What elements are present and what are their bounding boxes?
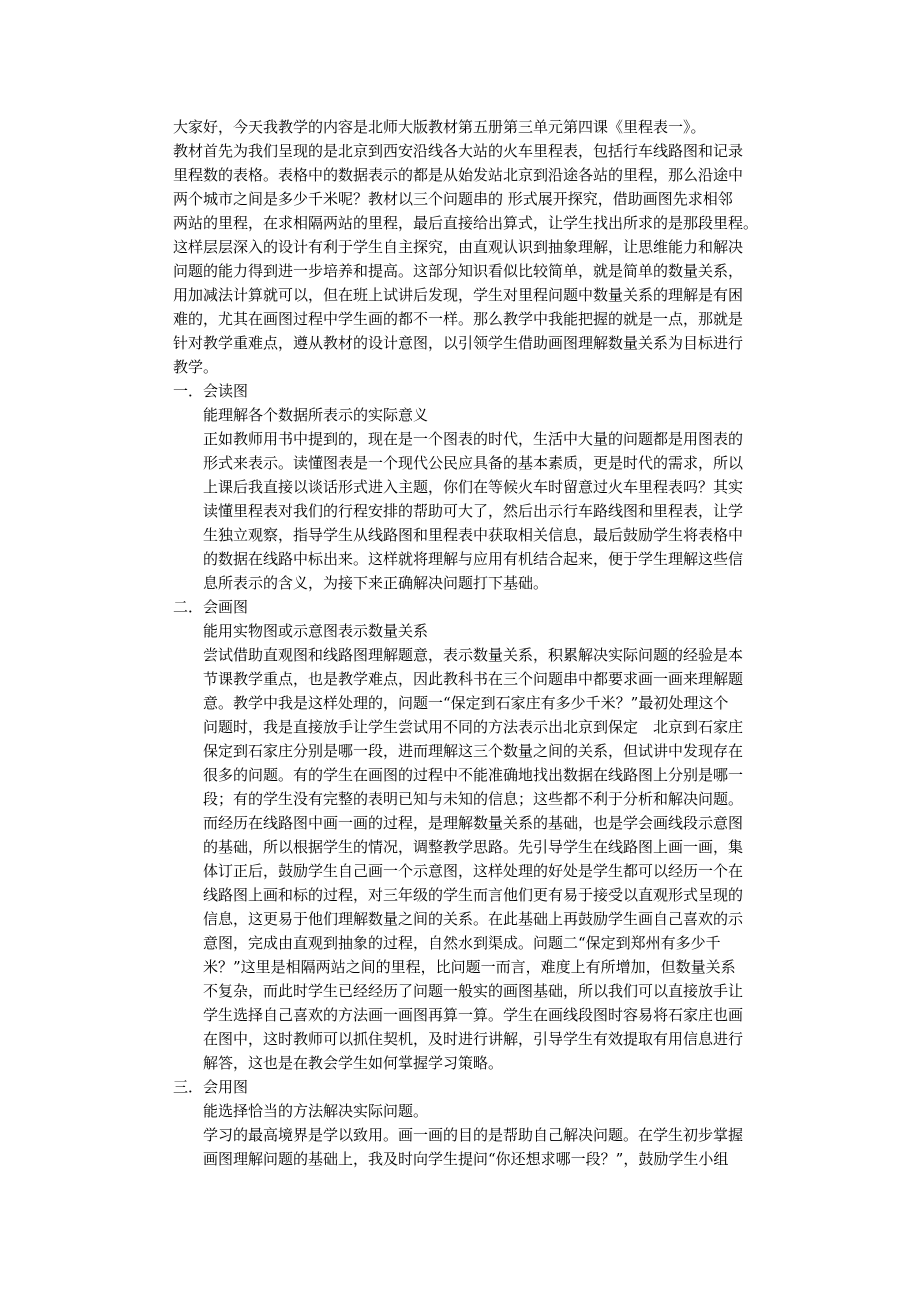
section-body-line: 体订正后，鼓励学生自己画一个示意图，这样处理的好处是学生都可以经历一个在: [203, 862, 744, 880]
intro-line: 大家好，今天我教学的内容是北师大版教材第五册第三单元第四课《里程表一》。: [173, 118, 706, 136]
body-line: 针对教学重难点，遵从教材的设计意图，以引领学生借助画图理解数量关系为目标进行: [173, 334, 744, 352]
body-line: 用加减法计算就可以，但在班上试讲后发现，学生对里程问题中数量关系的理解是有困: [173, 286, 744, 304]
body-line: 两站的里程，在求相隔两站的里程，最后直接给出算式，让学生找出所求的是那段里程。: [173, 214, 759, 232]
section-heading-1: 一．会读图: [173, 382, 249, 400]
section-body-line: 上课后我直接以谈话形式进入主题，你们在等候火车时留意过火车里程表吗？其实: [203, 478, 744, 496]
body-line: 两个城市之间是多少千米呢？教材以三个问题串的 形式展开探究，借助画图先求相邻: [173, 190, 733, 208]
body-line: 教学。: [173, 358, 219, 376]
body-line: 教材首先为我们呈现的是北京到西安沿线各大站的火车里程表，包括行车线路图和记录: [173, 142, 744, 160]
section-body-line: 节课教学重点，也是教学难点，因此教科书在三个问题串中都要求画一画来理解题: [203, 670, 744, 688]
section-subtitle-3: 能选择恰当的方法解决实际问题。: [203, 1102, 429, 1120]
body-line: 里程数的表格。表格中的数据表示的都是从始发站北京到沿途各站的里程，那么沿途中: [173, 166, 744, 184]
section-body-line: 线路图上画和标的过程，对三年级的学生而言他们更有易于接受以直观形式呈现的: [203, 886, 744, 904]
section-body-line: 的基础，所以根据学生的情况，调整教学思路。先引导学生在线路图上画一画，集: [203, 838, 744, 856]
section-body-line: 学习的最高境界是学以致用。画一画的目的是帮助自己解决问题。在学生初步掌握: [203, 1126, 744, 1144]
section-body-line: 学生选择自己喜欢的方法画一画图再算一算。学生在画线段图时容易将石家庄也画: [203, 1006, 744, 1024]
section-body-line: 的数据在线路中标出来。这样就将理解与应用有机结合起来，便于学生理解这些信: [203, 550, 744, 568]
section-body-line: 信息，这更易于他们理解数量之间的关系。在此基础上再鼓励学生画自己喜欢的示: [203, 910, 744, 928]
section-body-line: 段；有的学生没有完整的表明已知与未知的信息；这些都不利于分析和解决问题。: [203, 790, 744, 808]
body-line: 问题的能力得到进一步培养和提高。这部分知识看似比较简单，就是简单的数量关系，: [173, 262, 744, 280]
section-body-line: 保定到石家庄分别是哪一段，进而理解这三个数量之间的关系，但试讲中发现存在: [203, 742, 744, 760]
section-body-line: 米？”这里是相隔两站之间的里程，比问题一而言，难度上有所增加，但数量关系: [203, 958, 736, 976]
section-body-line: 问题时，我是直接放手让学生尝试用不同的方法表示出北京到保定 北京到石家庄: [203, 718, 744, 736]
body-line: 难的，尤其在画图过程中学生画的都不一样。那么教学中我能把握的就是一点，那就是: [173, 310, 744, 328]
section-body-line: 在图中，这时教师可以抓住契机，及时进行讲解，引导学生有效提取有用信息进行: [203, 1030, 744, 1048]
section-body-line: 很多的问题。有的学生在画图的过程中不能准确地找出数据在线路图上分别是哪一: [203, 766, 744, 784]
section-body-line: 解答，这也是在教会学生如何掌握学习策略。: [203, 1054, 504, 1072]
body-line: 这样层层深入的设计有利于学生自主探究，由直观认识到抽象理解，让思维能力和解决: [173, 238, 744, 256]
section-body-line: 息所表示的含义，为接下来正确解决问题打下基础。: [203, 574, 549, 592]
section-heading-3: 三．会用图: [173, 1078, 249, 1096]
section-body-line: 意图，完成由直观到抽象的过程，自然水到渠成。问题二“保定到郑州有多少千: [203, 934, 721, 952]
section-body-line: 形式来表示。读懂图表是一个现代公民应具备的基本素质，更是时代的需求，所以: [203, 454, 744, 472]
section-body-line: 正如教师用书中提到的，现在是一个图表的时代，生活中大量的问题都是用图表的: [203, 430, 744, 448]
section-body-line: 画图理解问题的基础上，我及时向学生提问“你还想求哪一段？”，鼓励学生小组: [203, 1150, 729, 1168]
section-subtitle-1: 能理解各个数据所表示的实际意义: [203, 406, 429, 424]
section-heading-2: 二．会画图: [173, 598, 249, 616]
section-body-line: 生独立观察，指导学生从线路图和里程表中获取相关信息，最后鼓励学生将表格中: [203, 526, 744, 544]
section-body-line: 而经历在线路图中画一画的过程，是理解数量关系的基础，也是学会画线段示意图: [203, 814, 744, 832]
section-body-line: 意。教学中我是这样处理的，问题一“保定到石家庄有多少千米？”最初处理这个: [203, 694, 729, 712]
section-body-line: 读懂里程表对我们的行程安排的帮助可大了，然后出示行车路线图和里程表，让学: [203, 502, 744, 520]
section-body-line: 尝试借助直观图和线路图理解题意，表示数量关系，积累解决实际问题的经验是本: [203, 646, 744, 664]
section-subtitle-2: 能用实物图或示意图表示数量关系: [203, 622, 429, 640]
section-body-line: 不复杂，而此时学生已经经历了问题一般实的画图基础，所以我们可以直接放手让: [203, 982, 744, 1000]
